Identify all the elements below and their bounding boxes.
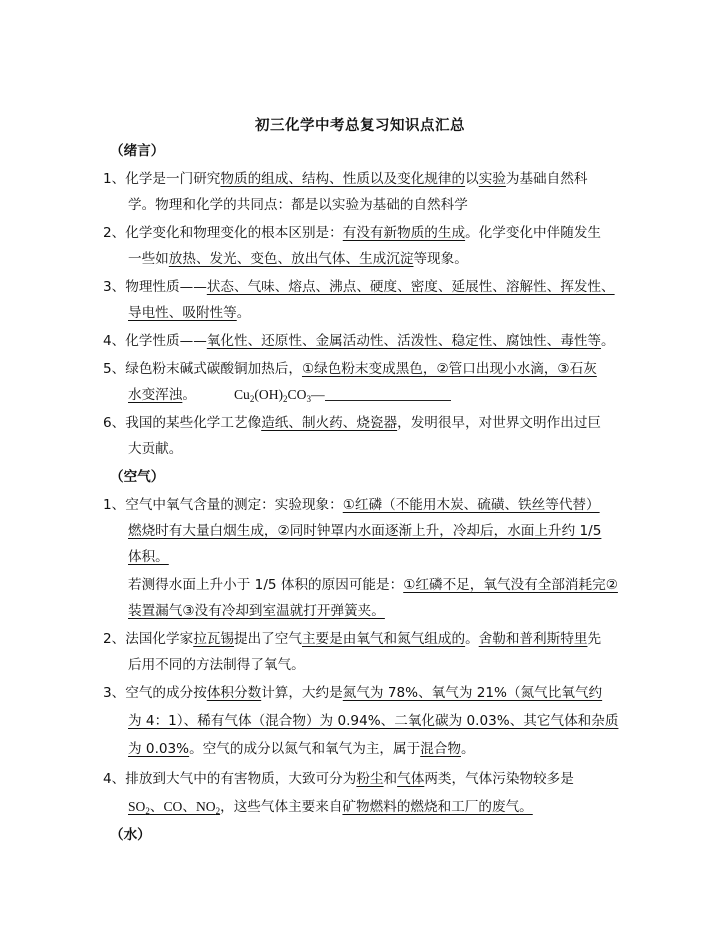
air-item-1-line-1: 1、空气中氧气含量的测定：实验现象：①红磷（不能用木炭、硫磺、铁丝等代替） (103, 497, 600, 513)
underlined-answer: 有没有新物质的生成 (342, 225, 466, 241)
air-item-2-line-2: 后用不同的方法制得了氧气。 (128, 657, 305, 673)
section-heading-water: （水） (110, 827, 151, 843)
intro-item-1-line-1: 1、化学是一门研究物质的组成、结构、性质以及变化规律的以实验为基础自然科 (103, 171, 588, 187)
underlined-answer: 舍勒和普利斯特里 (478, 631, 588, 647)
item-number: 1、 (103, 497, 126, 513)
air-item-3-line-1: 3、空气的成分按体积分数计算，大约是氮气为 78%、氧气为 21%（氮气比氧气约 (103, 685, 603, 701)
underlined-answer: 装置漏气③没有冷却到室温就打开弹簧夹。 (128, 603, 385, 619)
intro-item-4: 4、化学性质——氧化性、还原性、金属活动性、活泼性、稳定性、腐蚀性、毒性等。 (103, 333, 615, 349)
item-number: 4、 (103, 333, 126, 349)
underlined-answer: 矿物燃料的燃烧和工厂的废气。 (342, 799, 533, 815)
air-item-3-line-3: 为 0.03%。空气的成分以氮气和氧气为主，属于混合物。 (128, 741, 475, 757)
fill-in-blank[interactable] (325, 386, 451, 401)
intro-item-6-line-1: 6、我国的某些化学工艺像造纸、制火药、烧瓷器，发明很早，对世界文明作出过巨 (103, 415, 602, 431)
page-title: 初三化学中考总复习知识点汇总 (255, 118, 465, 134)
underlined-answer: 物质的组成、结构、性质以及变化规律的 (220, 171, 466, 187)
air-item-1-line-3 (128, 548, 169, 566)
intro-item-2-line-1: 2、化学变化和物理变化的根本区别是：有没有新物质的生成。化学变化中伴随发生 (103, 225, 602, 241)
item-number: 5、 (103, 361, 126, 377)
intro-item-3-line-1: 3、物理性质——状态、气味、熔点、沸点、硬度、密度、延展性、溶解性、挥发性、 (103, 279, 615, 295)
underlined-answer: 氮气为 78%、氧气为 21%（氮气比氧气约 (342, 685, 603, 701)
air-item-2-line-1: 2、法国化学家拉瓦锡提出了空气主要是由氧气和氮气组成的。舍勒和普利斯特里先 (103, 631, 602, 647)
item-number: 1、 (103, 171, 126, 187)
chemical-formula: $Cu_2(OH)_2CO_3—$ (233, 387, 325, 404)
pollutant-gases: $SO_2$、CO、$NO_2$ (128, 799, 221, 816)
underlined-answer: 为 4：1）、稀有气体（混合物）为 0.94%、二氧化碳为 0.03%、其它气体和杂质 (128, 713, 619, 729)
item-number: 2、 (103, 225, 126, 241)
underlined-answer: 混合物 (420, 741, 461, 757)
underlined-answer: 体积。 (128, 549, 169, 565)
item-number: 3、 (103, 685, 126, 701)
air-item-4-line-2: $SO_2$、CO、$NO_2$，这些气体主要来自矿物燃料的燃烧和工厂的废气。 (128, 799, 533, 816)
underlined-answer: ①红磷（不能用木炭、硫磺、铁丝等代替） (342, 497, 600, 513)
section-heading-intro: （绪言） (110, 143, 165, 159)
underlined-answer: 燃烧时有大量白烟生成，②同时钟罩内水面逐渐上升，冷却后，水面上升约 1/5 (128, 523, 602, 539)
intro-item-5-line-2: 水变浑浊。 $Cu_2(OH)_2CO_3—$ (128, 386, 451, 404)
underlined-answer: 主要是由氧气和氮气组成的 (301, 631, 466, 647)
intro-item-6-line-2: 大贡献。 (128, 441, 183, 457)
air-item-1-line-4: 若测得水面上升小于 1/5 体积的原因可能是：①红磷不足，氧气没有全部消耗完② (128, 577, 618, 593)
underlined-answer: 体积分数 (206, 685, 262, 701)
underlined-answer: 气体 (397, 771, 425, 787)
item-number: 4、 (103, 771, 126, 787)
air-item-3-line-2 (128, 712, 618, 730)
section-heading-air: （空气） (110, 469, 165, 485)
underlined-answer: 拉瓦锡 (193, 631, 234, 647)
item-number: 6、 (103, 415, 126, 431)
underlined-answer: ①红磷不足，氧气没有全部消耗完② (403, 577, 618, 593)
underlined-answer: ①绿色粉末变成黑色，②管口出现小水滴，③石灰 (301, 361, 597, 377)
underlined-answer: 状态、气味、熔点、沸点、硬度、密度、延展性、溶解性、挥发性、 (206, 279, 615, 295)
intro-item-1-line-2: 学。物理和化学的共同点：都是以实验为基础的自然科学 (128, 197, 468, 213)
underlined-answer: 为 0.03% (128, 741, 190, 757)
intro-item-5-line-1: 5、绿色粉末碱式碳酸铜加热后，①绿色粉末变成黑色，②管口出现小水滴，③石灰 (103, 361, 597, 377)
underlined-answer: 放热、发光、变色、放出气体、生成沉淀 (168, 251, 414, 267)
intro-item-2-line-2: 一些如放热、发光、变色、放出气体、生成沉淀等现象。 (128, 251, 468, 267)
underlined-answer: 水变浑浊 (128, 387, 183, 403)
intro-item-3-line-2: 导电性、吸附性等。 (128, 305, 251, 321)
item-number: 2、 (103, 631, 126, 647)
underlined-answer: 粉尘 (356, 771, 384, 787)
underlined-answer: 实验 (478, 171, 506, 187)
item-number: 3、 (103, 279, 126, 295)
air-item-1-line-2 (128, 522, 601, 540)
underlined-answer: 造纸、制火药、烧瓷器 (261, 415, 398, 431)
underlined-answer: 导电性、吸附性等 (128, 305, 237, 321)
underlined-answer: 氧化性、还原性、金属活动性、活泼性、稳定性、腐蚀性、毒性等 (206, 333, 602, 349)
air-item-4-line-1: 4、排放到大气中的有害物质，大致可分为粉尘和气体两类，气体污染物较多是 (103, 771, 574, 787)
air-item-1-line-5 (128, 602, 385, 620)
